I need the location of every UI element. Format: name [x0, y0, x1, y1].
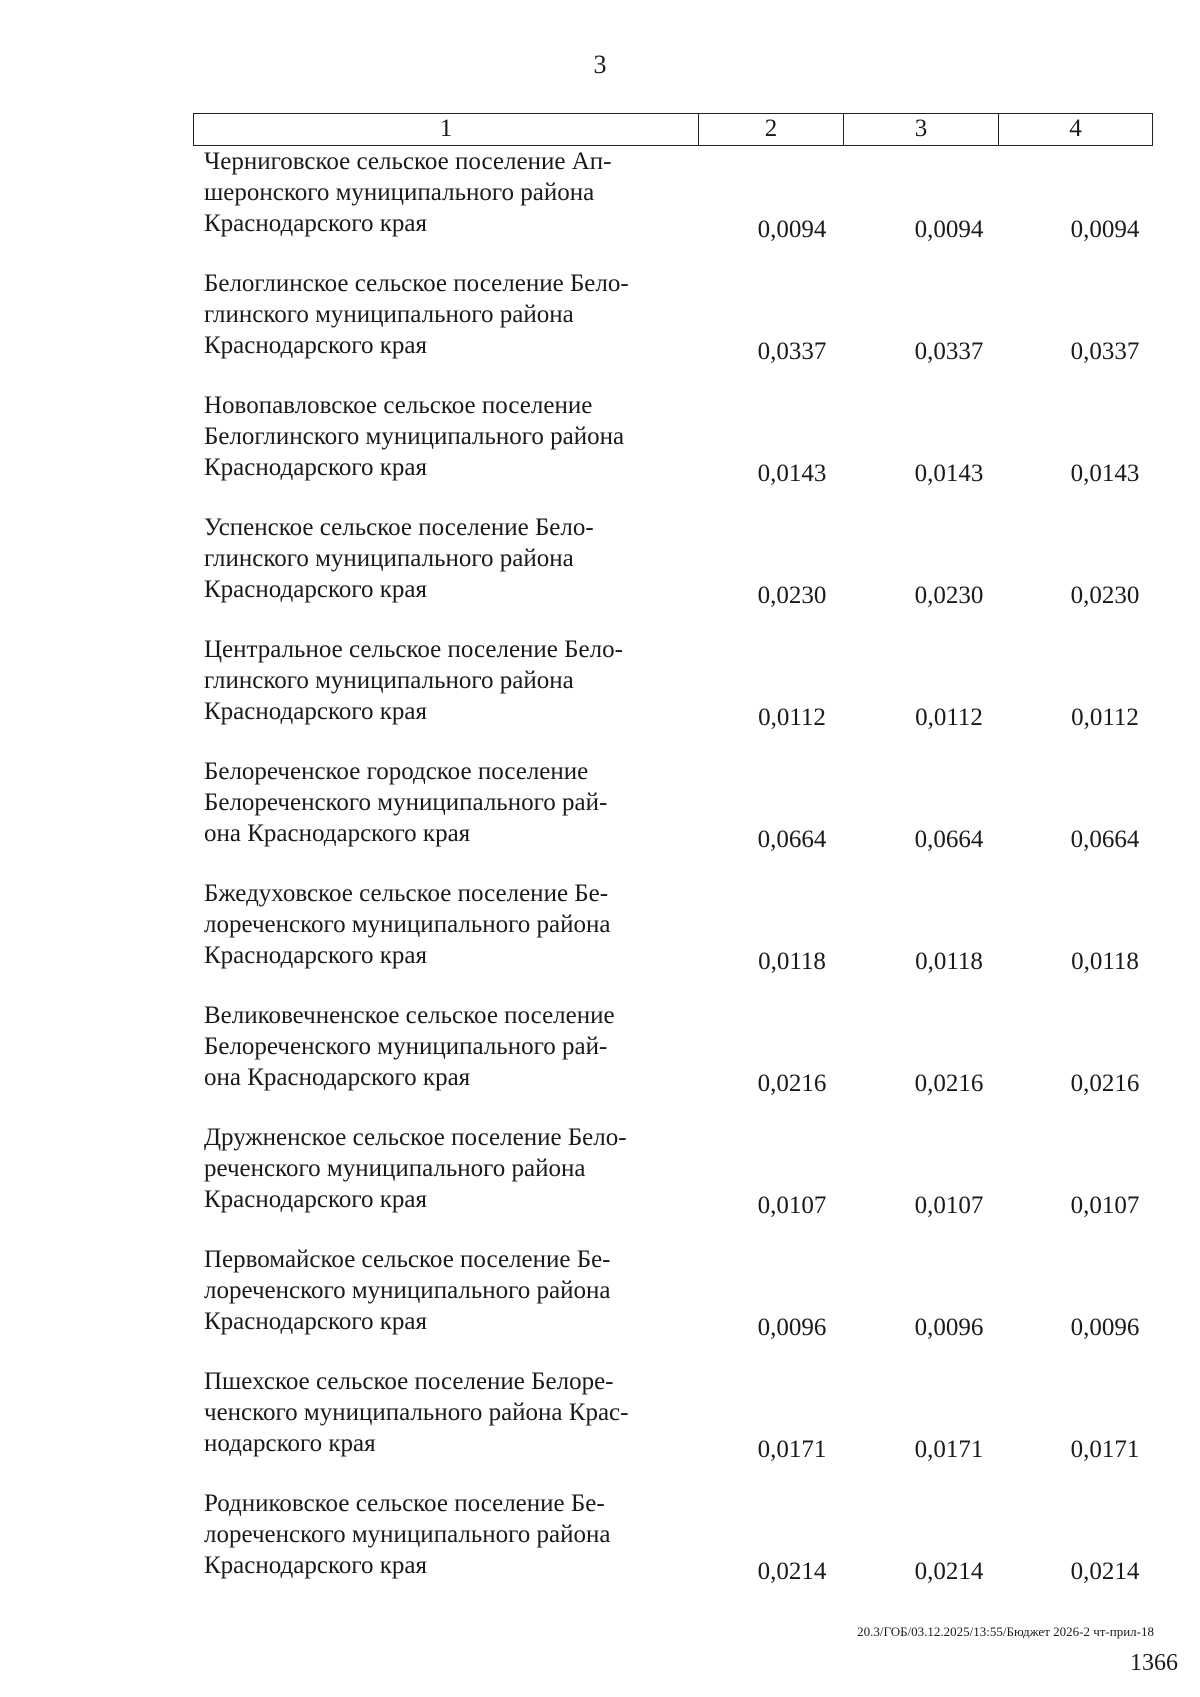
settlement-name-line: она Краснодарского края: [204, 820, 471, 847]
settlement-name-line: Пшехское сельское поселение Белоре-: [204, 1368, 614, 1395]
settlement-name-line: Краснодарского края: [204, 1186, 427, 1213]
value-column-3: 0,0112: [915, 704, 983, 731]
header-cell-1: 1: [194, 114, 699, 145]
value-column-4: 0,0216: [1070, 1070, 1140, 1097]
value-column-3: 0,0171: [914, 1436, 984, 1463]
table-row: [0, 756, 1200, 878]
value-column-3: 0,0230: [914, 582, 984, 609]
settlement-name-line: Дружненское сельское поселение Бело-: [204, 1124, 627, 1151]
value-column-4: 0,0096: [1070, 1314, 1140, 1341]
value-column-2: 0,0143: [757, 460, 827, 487]
settlement-name: [204, 512, 694, 605]
settlement-name-line: она Краснодарского края: [204, 1064, 471, 1091]
settlement-name-line: Успенское сельское поселение Бело-: [204, 514, 594, 541]
header-cell-3: 3: [844, 114, 999, 145]
table-row: [0, 268, 1200, 390]
settlement-name-line: Центральное сельское поселение Бело-: [204, 636, 623, 663]
value-column-2: 0,0171: [757, 1436, 827, 1463]
header-cell-2: 2: [699, 114, 844, 145]
settlement-name-line: Первомайское сельское поселение Бе-: [204, 1246, 611, 1273]
settlement-name-line: Краснодарского края: [204, 454, 427, 481]
table-row: [0, 146, 1200, 268]
settlement-name-line: Краснодарского края: [204, 1308, 427, 1335]
value-column-3: 0,0337: [914, 338, 984, 365]
settlement-name: [204, 1122, 694, 1215]
table-row: [0, 1244, 1200, 1366]
settlement-name-line: глинского муниципального района: [204, 545, 574, 572]
value-column-3: 0,0214: [914, 1558, 984, 1585]
value-column-4: 0,0118: [1071, 948, 1139, 975]
settlement-name-line: Краснодарского края: [204, 1552, 427, 1579]
table-row: [0, 1488, 1200, 1610]
value-column-4: 0,0094: [1070, 216, 1140, 243]
value-column-3: 0,0216: [914, 1070, 984, 1097]
settlement-name-line: шеронского муниципального района: [204, 179, 595, 206]
settlement-name-line: лореченского муниципального района: [204, 1277, 611, 1304]
value-column-2: 0,0094: [757, 216, 827, 243]
settlement-name-line: Великовечненское сельское поселение: [204, 1002, 615, 1029]
table-row: [0, 512, 1200, 634]
settlement-name-line: Белореченское городское поселение: [204, 758, 589, 785]
settlement-name: [204, 1366, 694, 1459]
settlement-name-line: Белореченского муниципального рай-: [204, 789, 608, 816]
value-column-2: 0,0337: [757, 338, 827, 365]
table-row: [0, 878, 1200, 1000]
settlement-name-line: Черниговское сельское поселение Ап-: [204, 148, 612, 175]
settlement-name-line: Белоглинского муниципального района: [204, 423, 625, 450]
value-column-2: 0,0664: [757, 826, 827, 853]
value-column-4: 0,0337: [1070, 338, 1140, 365]
settlement-name: [204, 1000, 694, 1093]
table-row: [0, 1366, 1200, 1488]
value-column-2: 0,0112: [758, 704, 826, 731]
value-column-4: 0,0214: [1070, 1558, 1140, 1585]
settlement-name-line: глинского муниципального района: [204, 667, 574, 694]
settlement-name-line: Краснодарского края: [204, 332, 427, 359]
value-column-2: 0,0214: [757, 1558, 827, 1585]
settlement-name-line: Белоглинское сельское поселение Бело-: [204, 270, 629, 297]
page-number: 3: [593, 50, 607, 79]
value-column-2: 0,0096: [757, 1314, 827, 1341]
value-column-4: 0,0664: [1070, 826, 1140, 853]
settlement-name: [204, 1244, 694, 1337]
value-column-2: 0,0107: [757, 1192, 827, 1219]
value-column-2: 0,0216: [757, 1070, 827, 1097]
value-column-3: 0,0143: [914, 460, 984, 487]
document-code: 20.3/ГОБ/03.12.2025/13:55/Бюджет 2026-2 чт-прил-18: [857, 1624, 1154, 1639]
settlement-name-line: Родниковское сельское поселение Бе-: [204, 1490, 605, 1517]
value-column-3: 0,0107: [914, 1192, 984, 1219]
settlement-name: [204, 634, 694, 727]
value-column-4: 0,0230: [1070, 582, 1140, 609]
table-row: [0, 1122, 1200, 1244]
value-column-3: 0,0118: [915, 948, 983, 975]
settlement-name-line: Краснодарского края: [204, 942, 427, 969]
settlement-name: [204, 146, 694, 239]
value-column-3: 0,0094: [914, 216, 984, 243]
settlement-name-line: Краснодарского края: [204, 576, 427, 603]
value-column-3: 0,0664: [914, 826, 984, 853]
settlement-name-line: Белореченского муниципального рай-: [204, 1033, 608, 1060]
settlement-name-line: Новопавловское сельское поселение: [204, 392, 593, 419]
value-column-3: 0,0096: [914, 1314, 984, 1341]
value-column-4: 0,0143: [1070, 460, 1140, 487]
settlement-name-line: Бжедуховское сельское поселение Бе-: [204, 880, 609, 907]
settlement-name-line: Краснодарского края: [204, 698, 427, 725]
value-column-2: 0,0118: [758, 948, 826, 975]
table-row: [0, 1000, 1200, 1122]
settlement-name-line: Краснодарского края: [204, 210, 427, 237]
settlement-name: [204, 878, 694, 971]
value-column-4: 0,0112: [1071, 704, 1139, 731]
table-body: [0, 146, 1200, 1610]
settlement-name: [204, 756, 694, 849]
table-row: [0, 634, 1200, 756]
settlement-name-line: реченского муниципального района: [204, 1155, 586, 1182]
settlement-name-line: лореченского муниципального района: [204, 911, 611, 938]
settlement-name-line: ченского муниципального района Крас-: [204, 1399, 629, 1426]
header-cell-4: 4: [1069, 115, 1082, 142]
table-header: [193, 113, 1153, 146]
value-column-2: 0,0230: [757, 582, 827, 609]
settlement-name-line: глинского муниципального района: [204, 301, 574, 328]
settlement-name-line: нодарского края: [204, 1430, 376, 1457]
settlement-name: [204, 268, 694, 361]
value-column-4: 0,0171: [1070, 1436, 1140, 1463]
settlement-name-line: лореченского муниципального района: [204, 1521, 611, 1548]
settlement-name: [204, 1488, 694, 1581]
total-page-number: 1366: [1130, 1650, 1178, 1676]
settlement-name: [204, 390, 694, 483]
table-row: [0, 390, 1200, 512]
value-column-4: 0,0107: [1070, 1192, 1140, 1219]
